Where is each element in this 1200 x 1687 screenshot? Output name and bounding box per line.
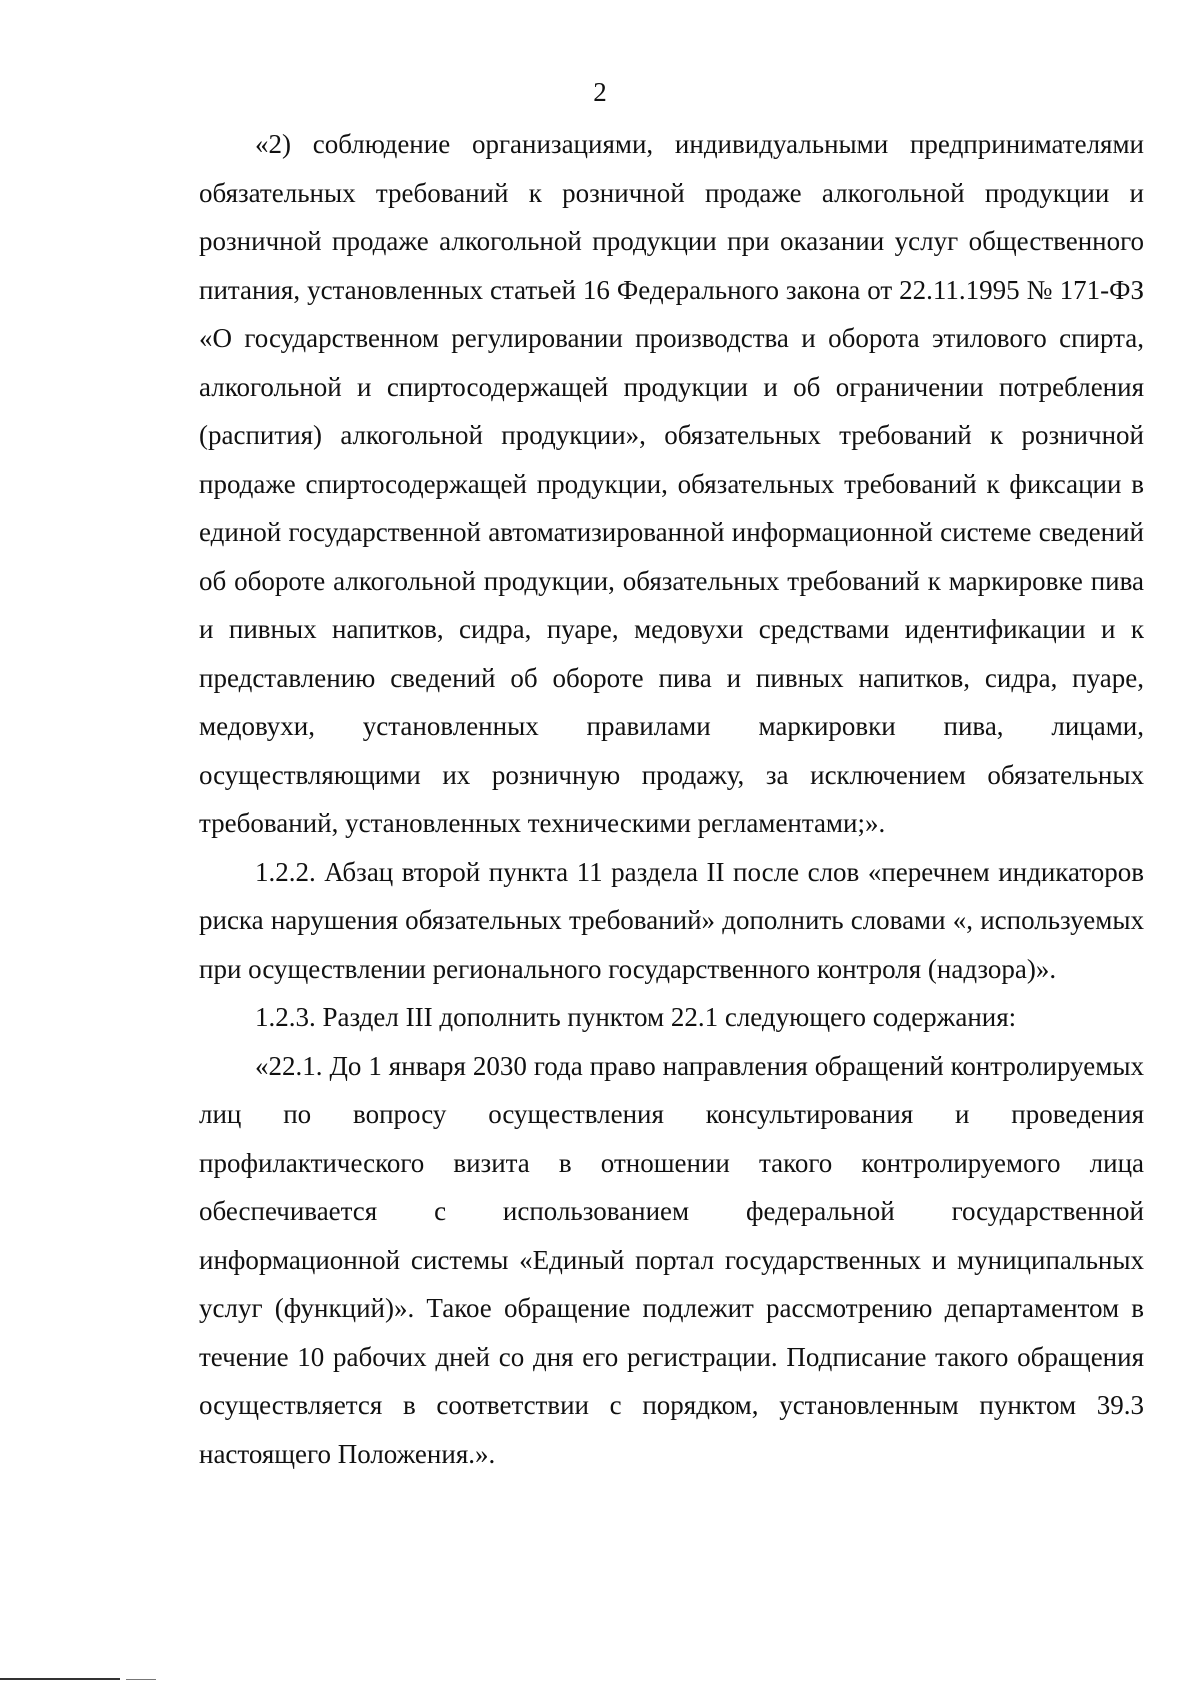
paragraph-22-1: «22.1. До 1 января 2030 года право направления обращений контролируемых лиц по вопросу осуществления консультирования и проведения профилактического визита в отношении такого контролируемого лица обеспечивается с использованием федеральной государственной информационной системы «Единый портал государственных и муниципальных услуг (функций)». Такое обращение подлежит рассмотрению департаментом в течение 10 рабочих дней со дня его регистрации. Подписание такого обращения осуществляется в соответствии с порядком, установленным пунктом 39.3 настоящего Положения.». (199, 1050, 1144, 1469)
scan-edge-line-fragment (126, 1679, 156, 1680)
document-body (199, 120, 1144, 1478)
page-number: 2 (593, 77, 607, 107)
paragraph-1-2-2: 1.2.2. Абзац второй пункта 11 раздела II после слов «перечнем индикаторов риска нарушения обязательных требований» дополнить словами «, используемых при осуществлении регионального государственного контроля (надзора)». (199, 856, 1144, 984)
paragraph-item-2: «2) соблюдение организациями, индивидуальными предпринимателями обязательных требований к розничной продаже алкогольной продукции и розничной продаже алкогольной продукции при оказании услуг общественного питания, установленных статьей 16 Федерального закона от 22.11.1995 № 171-ФЗ «О государственном регулировании производства и оборота этилового спирта, алкогольной и спиртосодержащей продукции и об ограничении потребления (распития) алкогольной продукции», обязательных требований к розничной продаже спиртосодержащей продукции, обязательных требований к фиксации в единой государственной автоматизированной информационной системе сведений об обороте алкогольной продукции, обязательных требований к маркировке пива и пивных напитков, сидра, пуаре, медовухи средствами идентификации и к представлению сведений об обороте пива и пивных напитков, сидра, пуаре, медовухи, установленных правилами маркировки пива, лицами, осуществляющими их розничную продажу, за исключением обязательных требований, установленных техническими регламентами;». (199, 129, 1144, 838)
paragraph-1-2-3: 1.2.3. Раздел III дополнить пунктом 22.1 следующего содержания: (255, 1002, 1017, 1032)
scan-edge-line (0, 1678, 120, 1680)
